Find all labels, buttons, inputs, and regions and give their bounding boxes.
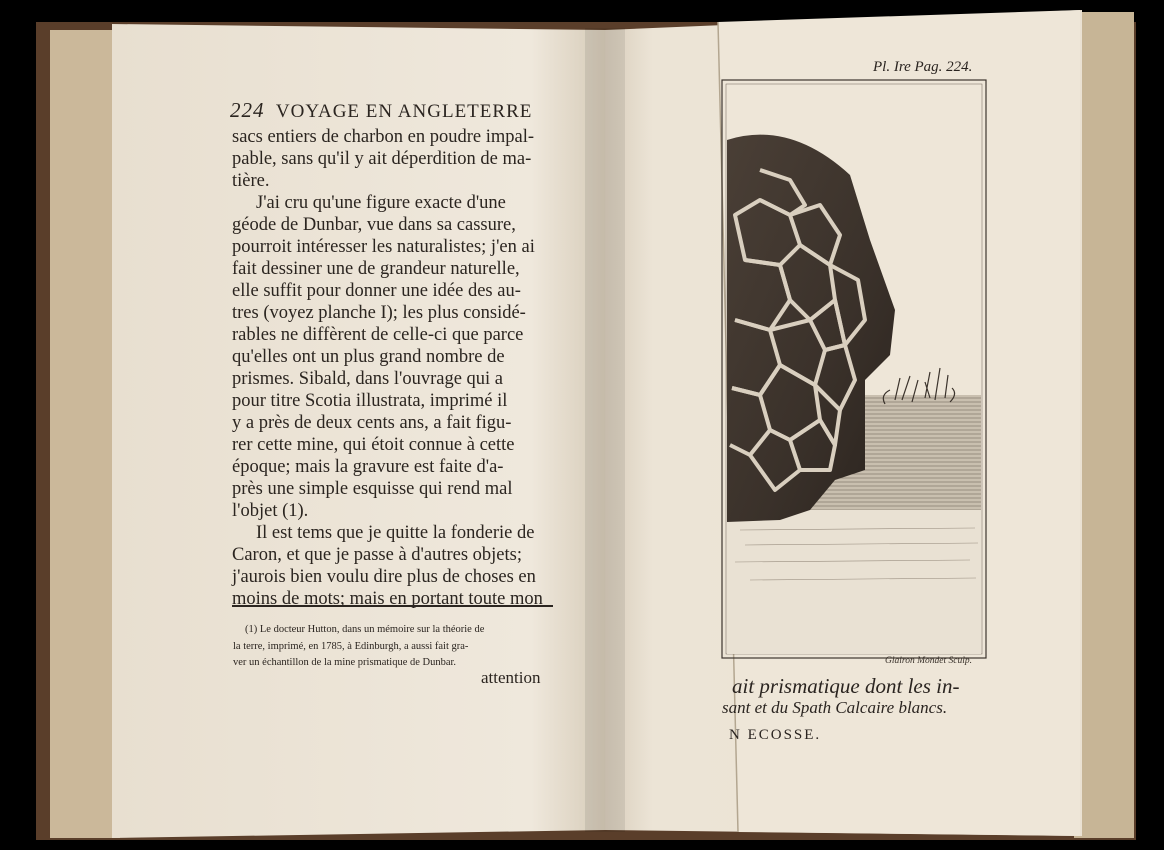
body-line: qu'elles ont un plus grand nombre de [232,347,505,367]
body-line: elle suffit pour donner une idée des au- [232,281,521,301]
body-line: rables ne diffèrent de celle-ci que parce [232,325,524,345]
body-line: moins de mots; mais en portant toute mon [232,589,543,609]
running-head-title: VOYAGE EN ANGLETERRE [275,101,533,122]
catchword: attention [481,668,541,687]
body-line: géode de Dunbar, vue dans sa cassure, [232,215,516,235]
body-line: Il est tems que je quitte la fonderie de [256,523,535,543]
left-page-edges [50,30,120,838]
page-number: 224 [230,98,265,122]
gutter-shadow [585,28,625,832]
body-line: l'objet (1). [232,501,309,521]
body-line: J'ai cru qu'une figure exacte d'une [256,193,506,213]
footnote-line: ver un échantillon de la mine prismatique de Dunbar. [233,657,457,668]
right-page-edges [1074,12,1134,838]
body-line: pable, sans qu'il y ait déperdition de ma- [232,149,532,169]
engraver-signature: Glairon Mondet Sculp. [885,656,972,666]
body-line: sacs entiers de charbon en poudre impal- [232,127,535,147]
body-line: époque; mais la gravure est faite d'a- [232,457,504,477]
body-line: tres (voyez planche I); les plus considé- [232,303,526,323]
body-line: fait dessiner une de grandeur naturelle, [232,259,520,279]
footnote-line: la terre, imprimé, en 1785, à Edinburgh, a aussi fait gra- [233,641,469,652]
ground-foreground [727,510,981,654]
body-line: y a près de deux cents ans, a fait figu- [232,413,512,433]
body-line: Caron, et que je passe à d'autres objets; [232,545,522,565]
plate-caption-line: N ECOSSE. [729,727,822,743]
plate-reference: Pl. Ire Pag. 224. [873,59,973,75]
body-line: prismes. Sibald, dans l'ouvrage qui a [232,369,504,389]
body-line: rer cette mine, qui étoit connue à cette [232,435,515,455]
running-head [230,98,532,123]
plate-caption-line: sant et du Spath Calcaire blancs. [722,698,948,717]
body-line: j'aurois bien voulu dire plus de choses en [232,567,536,587]
body-line: pourroit intéresser les naturalistes; j'en ai [232,237,535,257]
body-line: tière. [232,171,270,191]
body-line: pour titre Scotia illustrata, imprimé il [232,391,508,411]
plate-caption-line: ait prismatique dont les in- [732,674,960,698]
body-line: près une simple esquisse qui rend mal [232,479,513,499]
footnote-line: (1) Le docteur Hutton, dans un mémoire sur la théorie de [245,624,485,635]
